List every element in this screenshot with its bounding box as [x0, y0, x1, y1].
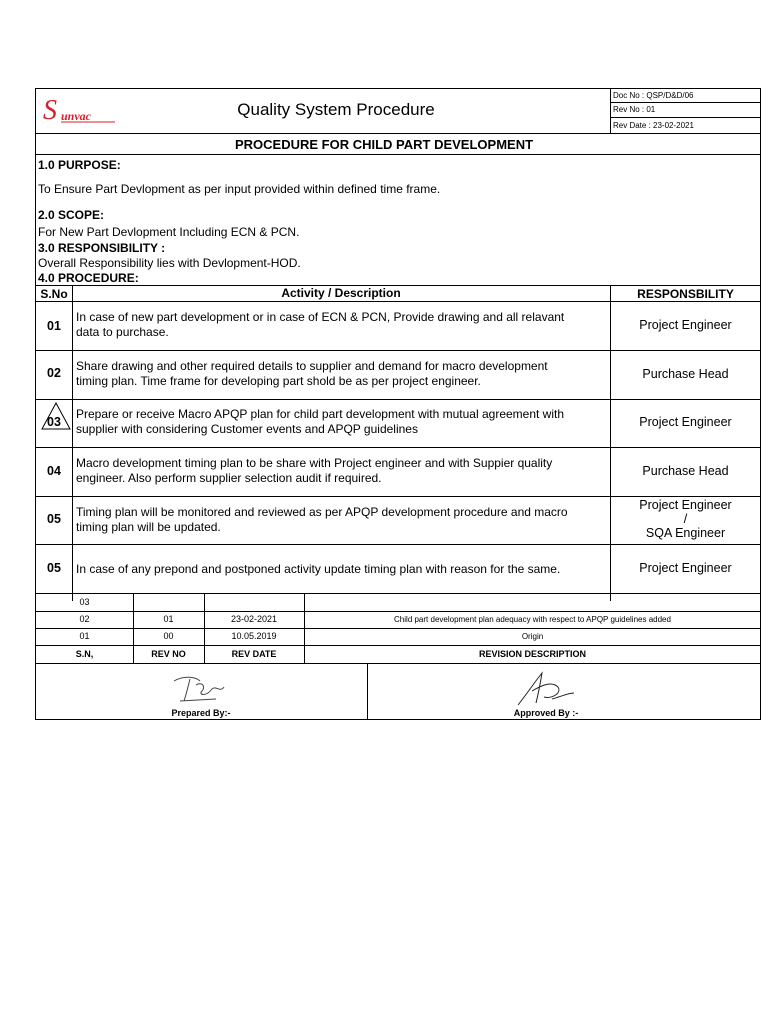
- rev-header-sn: S.N,: [75, 649, 94, 659]
- row-sno: 05: [47, 512, 61, 526]
- col-header-responsibility: RESPONSBILITY: [637, 287, 734, 301]
- purpose-text: To Ensure Part Devlopment as per input provided within defined time frame.: [38, 182, 441, 196]
- row-activity-line: timing plan will be updated.: [76, 520, 221, 534]
- responsibility-text: Overall Responsibility lies with Devlopment-HOD.: [38, 256, 301, 270]
- approved-by-label: Approved By :-: [513, 708, 579, 718]
- row-activity-line: data to purchase.: [76, 325, 169, 339]
- row-activity-line: In case of new part development or in case of ECN & PCN, Provide drawing and all relavant: [76, 310, 565, 324]
- prepared-signature: [166, 671, 236, 705]
- svg-text:unvac: unvac: [61, 109, 91, 123]
- rev-date: Rev Date : 23-02-2021: [613, 121, 694, 130]
- rev-sn: 01: [79, 631, 90, 641]
- row-responsibility: Project Engineer: [639, 498, 732, 512]
- procedure-heading: 4.0 PROCEDURE:: [38, 271, 139, 285]
- row-activity-line: Macro development timing plan to be share with Project engineer and with Suppier quality: [76, 456, 553, 470]
- rev-description: Origin: [521, 632, 544, 641]
- row-activity-line: Share drawing and other required details to supplier and demand for macro development: [76, 359, 548, 373]
- rev-sn: 03: [79, 597, 90, 607]
- rev-header-no: REV NO: [151, 649, 186, 659]
- procedure-title: PROCEDURE FOR CHILD PART DEVELOPMENT: [234, 137, 534, 152]
- row-activity-line: supplier with considering Customer events and APQP guidelines: [76, 422, 418, 436]
- row-responsibility: Purchase Head: [642, 464, 729, 478]
- procedure-sheet: [35, 88, 761, 720]
- row-responsibility: Project Engineer: [639, 415, 732, 429]
- rev-description: Child part development plan adequacy with respect to APQP guidelines added: [394, 615, 671, 624]
- document-title: Quality System Procedure: [237, 100, 435, 119]
- col-header-activity: Activity / Description: [281, 286, 401, 300]
- scope-heading: 2.0 SCOPE:: [38, 208, 105, 222]
- rev-header-description: REVISION DESCRIPTION: [478, 649, 586, 659]
- row-responsibility: SQA Engineer: [645, 526, 726, 540]
- row-responsibility: /: [683, 512, 688, 526]
- row-sno: 03: [47, 415, 61, 429]
- rev-date: 10.05.2019: [231, 631, 277, 641]
- row-activity-line: In case of any prepond and postponed activity update timing plan with reason for the same.: [76, 562, 561, 576]
- purpose-heading: 1.0 PURPOSE:: [38, 158, 121, 172]
- rev-sn: 02: [79, 614, 90, 624]
- rev-number: Rev No : 01: [613, 105, 656, 114]
- approved-signature: [512, 669, 576, 709]
- row-activity-line: engineer. Also perform supplier selection audit if required.: [76, 471, 382, 485]
- row-sno: 02: [47, 366, 61, 380]
- company-logo: [41, 95, 121, 125]
- row-responsibility: Project Engineer: [639, 561, 732, 575]
- col-header-sno: S.No: [40, 287, 68, 301]
- doc-number: Doc No : QSP/D&D/06: [613, 91, 694, 100]
- scope-text: For New Part Devlopment Including ECN & PCN.: [38, 225, 300, 239]
- prepared-by-label: Prepared By:-: [171, 708, 231, 718]
- rev-header-date: REV DATE: [231, 649, 277, 659]
- row-sno: 04: [47, 464, 61, 478]
- sunvac-logo-icon: [41, 95, 121, 125]
- row-activity-line: timing plan. Time frame for developing part shold be as per project engineer.: [76, 374, 481, 388]
- svg-text:S: S: [43, 95, 57, 125]
- responsibility-heading: 3.0 RESPONSIBILITY :: [38, 241, 166, 255]
- rev-no: 01: [163, 614, 174, 624]
- row-responsibility: Purchase Head: [642, 367, 729, 381]
- row-responsibility: Project Engineer: [639, 318, 732, 332]
- row-sno: 01: [47, 319, 61, 333]
- row-activity-line: Timing plan will be monitored and reviewed as per APQP development procedure and macro: [76, 505, 568, 519]
- rev-date: 23-02-2021: [230, 614, 278, 624]
- rev-no: 00: [163, 631, 174, 641]
- row-activity-line: Prepare or receive Macro APQP plan for child part development with mutual agreement with: [76, 407, 565, 421]
- row-sno: 05: [47, 561, 61, 575]
